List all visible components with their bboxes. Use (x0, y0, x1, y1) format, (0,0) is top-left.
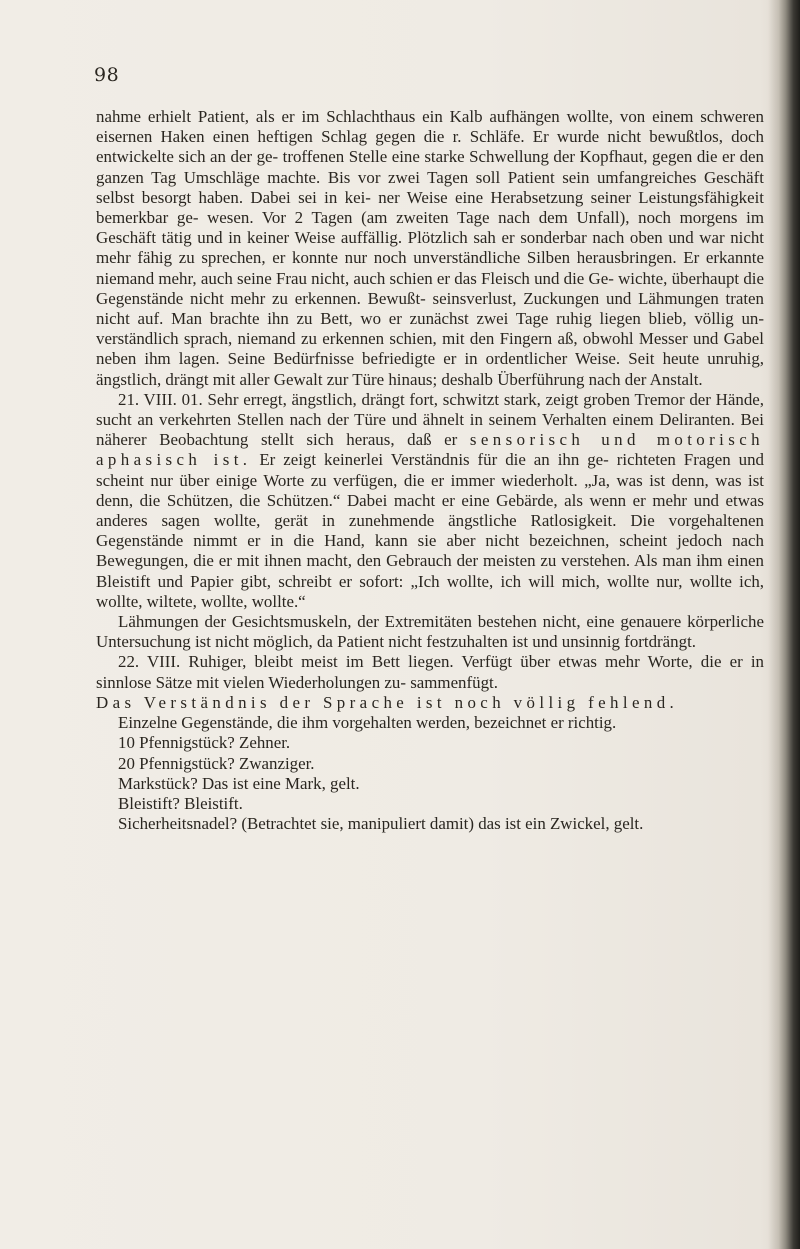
qa-line: 20 Pfennigstück? Zwanziger. (118, 753, 315, 773)
qa-line: 10 Pfennigstück? Zehner. (118, 733, 291, 753)
paragraph-21-viii-start: 21. VIII. 01. Sehr erregt, ängstlich, drängt fort, schwitzt stark, zeigt groben Tremor der Hände, sucht an verkehrten Stellen nach der Türe und ähnelt in seinem Verhalten einem Deliranten. Bei näherer Beobachtung stellt sich heraus, daß er (96, 389, 764, 450)
paragraph-21-viii-end: Er zeigt keinerlei Verständnis für die an ihn ge- richteten Fragen und scheint nur über einige Worte zu verfügen, die er immer wiederholt. „Ja, was ist denn, was ist denn, die Schützen, die Schützen.“ Dabei macht er eine Gebärde, als wenn er mehr und etwas anderes sagen wollte, gerät in zunehmende ängstliche Ratlosigkeit. Die vorgehaltenen Gegenstände nimmt er in die Hand, kann sie aber nicht bezeichnen, scheint jedoch nach Bewegungen, die er mit ihnen macht, den Gebrauch der meisten zu verstehen. Als man ihm einen Bleistift und Papier gibt, schreibt er sofort: „Ich wollte, ich will mich, wollte nur, wollte ich, wollte, wiltete, wollte, wollte.“ (96, 450, 764, 611)
paragraph-paralysis: Lähmungen der Gesichtsmuskeln, der Extremitäten bestehen nicht, eine genauere körperliche Untersuchung ist nicht möglich, da Patient nicht festzuhalten ist und unsinnig fortdrängt. (96, 612, 764, 652)
paragraph-history: nahme erhielt Patient, als er im Schlachthaus ein Kalb aufhängen wollte, von einem schweren eisernen Haken einen heftigen Schlag gegen die r. Schläfe. Er wurde nicht bewußtlos, doch entwickelte sich an der ge- troffenen Stelle eine starke Schwellung der Kopfhaut, gegen die er den ganzen Tag Umschläge machte. Bis vor zwei Tagen soll Patient sein umfangreiches Geschäft selbst besorgt haben. Dabei sei in kei- ner Weise eine Herabsetzung seiner Leistungsfähigkeit bemerkbar ge- wesen. Vor 2 Tagen (am zweiten Tage nach dem Unfall), noch morgens im Geschäft tätig und in keiner Weise auffällig. Plötzlich sah er sonderbar nach oben und war nicht mehr fähig zu sprechen, er konnte nur noch unverständliche Silben herausbringen. Er erkannte niemand mehr, auch seine Frau nicht, auch schien er das Fleisch und die Ge- wichte, überhaupt die Gegenstände nicht mehr zu erkennen. Bewußt- seinsverlust, Zuckungen und Lähmungen traten nicht auf. Man brachte ihn zu Bett, wo er zunächst zwei Tage ruhig liegen blieb, völlig un- verständlich sprach, niemand zu erkennen schien, mit den Fingern aß, obwohl Messer und Gabel neben ihm lagen. Seine Bedürfnisse befriedigte er in ordentlicher Weise. Seit heute unruhig, ängstlich, drängt mit aller Gewalt zur Türe hinaus; deshalb Überführung nach der Anstalt. (96, 107, 764, 389)
page-edge (778, 0, 800, 1249)
page-gutter-shadow (768, 0, 778, 1249)
body-text (96, 107, 764, 834)
paragraph-22-viii: 22. VIII. Ruhiger, bleibt meist im Bett liegen. Verfügt über etwas mehr Worte, die er in sinnlose Sätze mit vielen Wiederholungen zu- sammenfügt. (96, 652, 764, 692)
page-number: 98 (94, 64, 120, 86)
emphasis-aphasia: sensorisch und motorisch aphasisch ist. (96, 430, 764, 470)
paragraph-21-viii (96, 390, 764, 612)
emphasis-understanding: Das Verständnis der Sprache ist noch völlig fehlend. (96, 692, 679, 712)
qa-line: Bleistift? Bleistift. (118, 793, 243, 813)
qa-line: Markstück? Das ist eine Mark, gelt. (118, 773, 360, 793)
paragraph-objects: Einzelne Gegenstände, die ihm vorgehalten werden, bezeichnet er richtig. (118, 713, 617, 733)
paragraph-safety-pin: Sicherheitsnadel? (Betrachtet sie, manipuliert damit) das ist ein Zwickel, gelt. (118, 814, 644, 834)
